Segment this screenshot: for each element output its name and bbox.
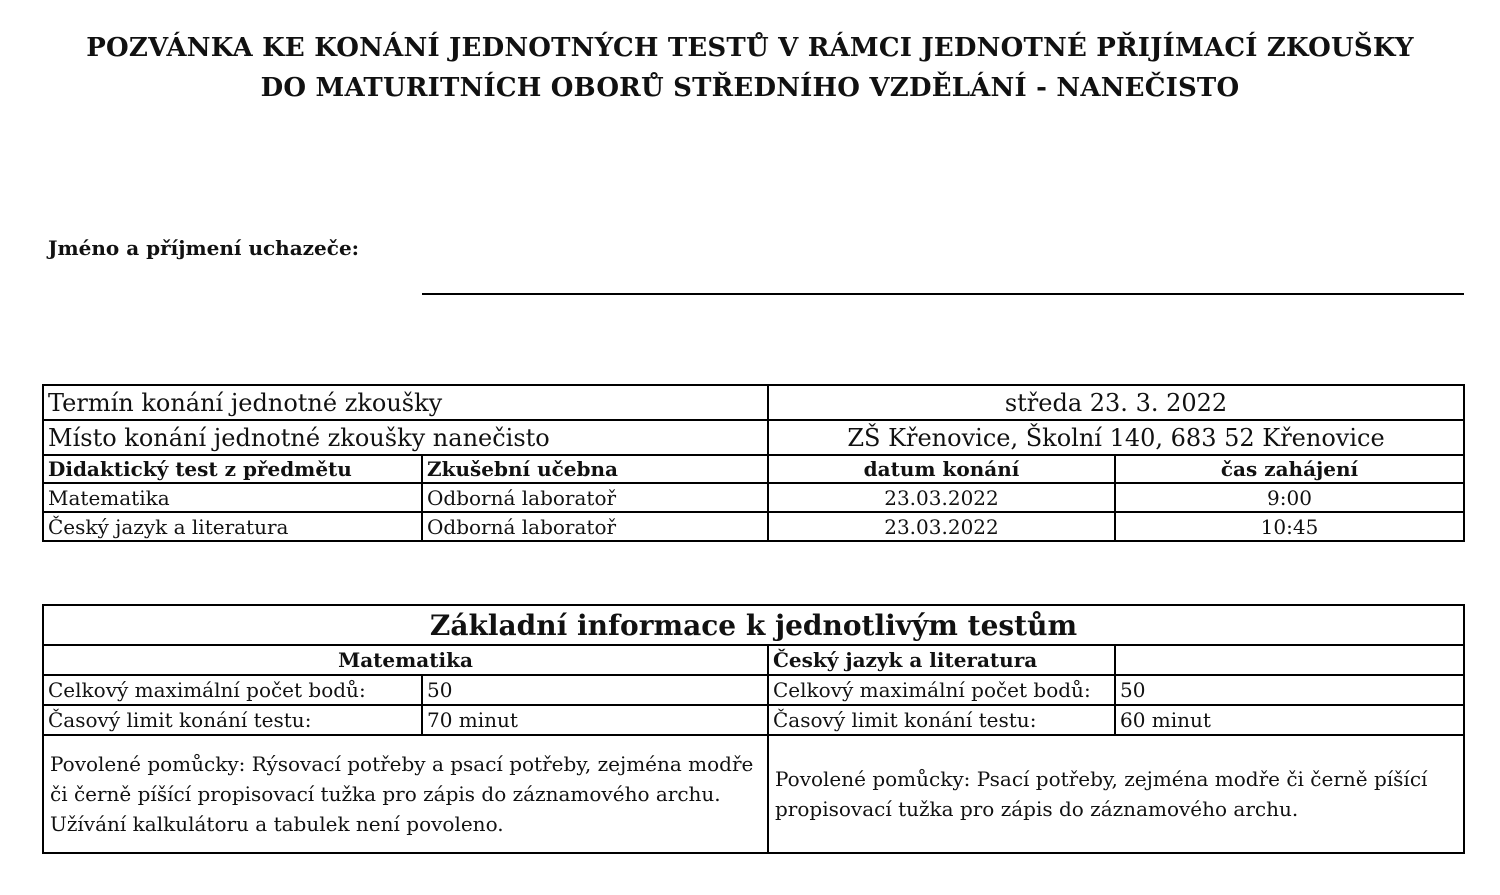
empty-cell [1115,645,1464,675]
header-subject: Didaktický test z předmětu [43,455,422,483]
table-row [43,512,1464,541]
time-limit-row [43,705,1464,735]
date-value: středa 23. 3. 2022 [768,385,1464,420]
czech-points-value: 50 [1115,675,1464,705]
row-date: 23.03.2022 [768,512,1115,541]
math-allowed-aids: Povolené pomůcky: Rýsovací potřeby a psací potřeby, zejména modře či černě píšící propisovací tužka pro zápis do záznamového archu. Užívání kalkulátoru a tabulek není povoleno. [43,735,768,853]
row-subject: Matematika [43,483,422,512]
date-row [43,385,1464,420]
czech-time-value: 60 minut [1115,705,1464,735]
row-time: 9:00 [1115,483,1464,512]
table-row [43,483,1464,512]
place-value: ZŠ Křenovice, Školní 140, 683 52 Křenovice [768,420,1464,455]
row-date: 23.03.2022 [768,483,1115,512]
title-line-1: POZVÁNKA KE KONÁNÍ JEDNOTNÝCH TESTŮ V RÁMCI JEDNOTNÉ PŘIJÍMACÍ ZKOUŠKY [86,33,1414,63]
info-heading-row [43,605,1464,645]
math-time-value: 70 minut [422,705,768,735]
row-room: Odborná laboratoř [422,483,768,512]
math-points-value: 50 [422,675,768,705]
czech-allowed-aids: Povolené pomůcky: Psací potřeby, zejména modře či černě píšící propisovací tužka pro zápis do záznamového archu. [768,735,1464,853]
math-time-label: Časový limit konání testu: [43,705,422,735]
header-time: čas zahájení [1115,455,1464,483]
allowed-aids-row [43,735,1464,853]
date-label: Termín konání jednotné zkoušky [43,385,768,420]
schedule-header-row [43,455,1464,483]
czech-time-label: Časový limit konání testu: [768,705,1115,735]
points-row [43,675,1464,705]
candidate-name-line [422,293,1464,295]
header-date: datum konání [768,455,1115,483]
place-label: Místo konání jednotné zkoušky nanečisto [43,420,768,455]
row-time: 10:45 [1115,512,1464,541]
czech-title: Český jazyk a literatura [768,645,1115,675]
czech-points-label: Celkový maximální počet bodů: [768,675,1115,705]
place-row [43,420,1464,455]
title-line-2: DO MATURITNÍCH OBORŮ STŘEDNÍHO VZDĚLÁNÍ - NANEČISTO [260,73,1240,103]
document-title [0,28,1500,108]
test-info-table [42,604,1465,854]
candidate-name-label: Jméno a příjmení uchazeče: [48,236,360,260]
header-room: Zkušební učebna [422,455,768,483]
schedule-table [42,384,1465,542]
row-room: Odborná laboratoř [422,512,768,541]
row-subject: Český jazyk a literatura [43,512,422,541]
math-points-label: Celkový maximální počet bodů: [43,675,422,705]
subject-title-row [43,645,1464,675]
math-title: Matematika [43,645,768,675]
info-heading: Základní informace k jednotlivým testům [43,605,1464,645]
